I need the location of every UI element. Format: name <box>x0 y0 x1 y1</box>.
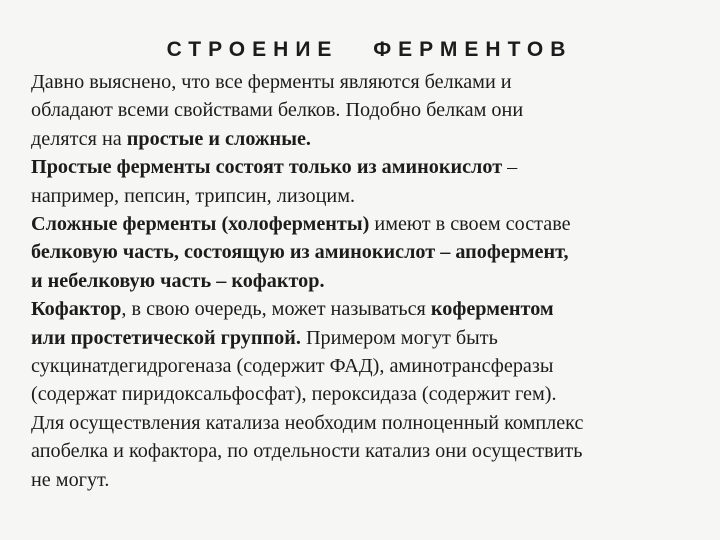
bold-run: коферментом <box>430 298 554 321</box>
bold-run: Сложные ферменты (холоферменты) <box>31 213 370 236</box>
text-line <box>31 352 690 380</box>
bold-run: Простые ферменты состоят только из аминокислот <box>31 156 503 179</box>
text-run: делятся на <box>31 127 127 150</box>
text-line <box>31 295 690 323</box>
text-run: обладают всеми свойствами белков. Подобно белкам они <box>31 99 524 122</box>
body-text <box>31 68 690 494</box>
bold-run: и небелковую часть – кофактор. <box>31 269 325 292</box>
text-run: апобелка и кофактора, по отдельности катализ они осуществить <box>31 440 583 463</box>
text-run: например, пепсин, трипсин, лизоцим. <box>31 184 356 207</box>
bold-run: или простетической группой. <box>31 326 301 349</box>
text-line <box>31 238 690 266</box>
text-line <box>31 125 690 153</box>
text-run: Для осуществления катализа необходим полноценный комплекс <box>31 411 584 434</box>
text-run: – <box>502 156 518 179</box>
text-line <box>31 96 690 124</box>
bold-run: Кофактор <box>31 298 122 321</box>
text-line <box>31 210 690 238</box>
bold-run: белковую часть, состоящую из аминокислот – апофермент, <box>31 241 569 264</box>
text-line <box>31 182 690 210</box>
text-run: , в свою очередь, может называться <box>121 298 431 321</box>
text-run: имеют в своем составе <box>369 213 571 236</box>
text-line <box>31 267 690 295</box>
text-line <box>31 68 690 96</box>
text-line <box>31 409 690 437</box>
bold-run: простые и сложные. <box>126 127 311 150</box>
text-line <box>31 437 690 465</box>
text-run: (содержат пиридоксальфосфат), пероксидаза (содержит гем). <box>31 383 557 406</box>
text-line <box>31 153 690 181</box>
text-line <box>31 466 690 494</box>
text-run: Давно выяснено, что все ферменты являются белками и <box>31 71 512 93</box>
text-run: Примером могут быть <box>300 326 498 349</box>
text-run: не могут. <box>31 468 110 491</box>
text-run: сукцинатдегидрогеназа (содержит ФАД), аминотрансферазы <box>31 355 554 378</box>
text-line <box>31 324 690 352</box>
text-line <box>31 380 690 408</box>
slide-title: СТРОЕНИЕ ФЕРМЕНТОВ <box>166 38 573 61</box>
